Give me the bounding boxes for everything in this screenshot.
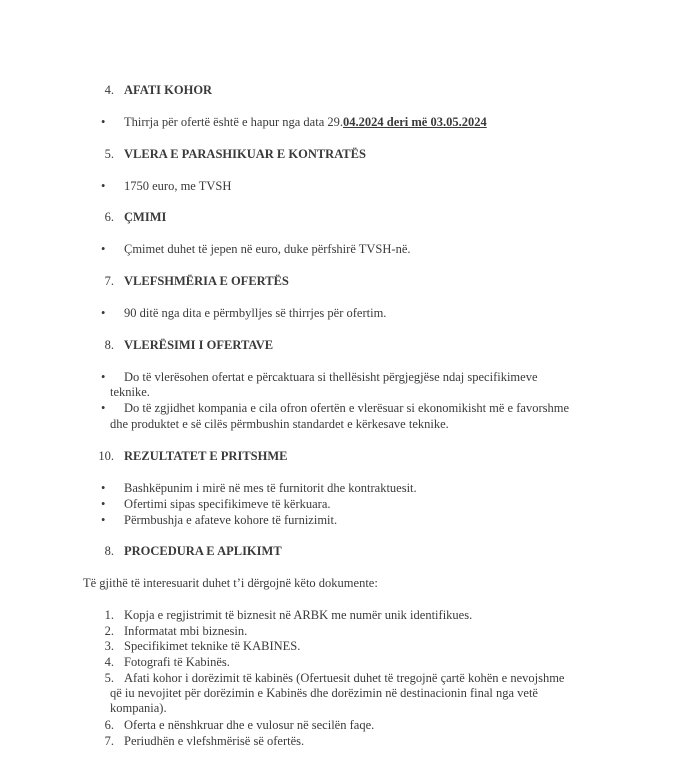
doc-text: Informatat mbi biznesin. bbox=[124, 624, 248, 638]
doc-text: që iu nevojitet për dorëzimin e Kabinës dhe dorëzimin në destinacionin final nga vetë bbox=[110, 686, 538, 700]
bullet-icon: • bbox=[101, 306, 106, 320]
bullet-icon: • bbox=[101, 242, 106, 256]
doc-text: kompania). bbox=[110, 701, 167, 715]
bullet-text: Do të zgjidhet kompania e cila ofron ofertën e vlerësuar si ekonomikisht më e favorshme bbox=[124, 401, 569, 415]
section-number: 4. bbox=[104, 83, 114, 97]
intro-text: Të gjithë të interesuarit duhet t’i dërgojnë këto dokumente: bbox=[83, 576, 378, 590]
doc-text: Kopja e regjistrimit të biznesit në ARBK me numër unik identifikues. bbox=[124, 608, 473, 622]
section-number: 8. bbox=[104, 338, 114, 352]
bullet-icon: • bbox=[101, 401, 106, 415]
doc-text: Afati kohor i dorëzimit të kabinës (Ofertuesit duhet të tregojnë çartë kohën e nevojshme bbox=[124, 671, 565, 685]
section-number: 10. bbox=[98, 449, 114, 463]
section-number: 7. bbox=[104, 274, 114, 288]
doc-text: Specifikimet teknike të KABINES. bbox=[124, 639, 301, 653]
date-range: 04.2024 deri më 03.05.2024 bbox=[343, 115, 487, 129]
bullet-icon: • bbox=[101, 481, 106, 495]
section-title: ÇMIMI bbox=[124, 210, 167, 224]
bullet-text: Përmbushja e afateve kohore të furnizimit. bbox=[124, 513, 338, 527]
bullet-text: dhe produktet e së cilës përmbushin standardet e kërkesave teknike. bbox=[110, 417, 449, 431]
doc-number: 2. bbox=[104, 624, 114, 638]
bullet-icon: • bbox=[101, 179, 106, 193]
bullet-icon: • bbox=[101, 115, 106, 129]
section-title: VLERËSIMI I OFERTAVE bbox=[124, 338, 274, 352]
bullet-text: Ofertimi sipas specifikimeve të kërkuara. bbox=[124, 497, 331, 511]
doc-number: 5. bbox=[104, 671, 114, 685]
section-title: VLEFSHMËRIA E OFERTËS bbox=[124, 274, 289, 288]
section-title: REZULTATET E PRITSHME bbox=[124, 449, 288, 463]
doc-number: 7. bbox=[104, 734, 114, 748]
section-number: 8. bbox=[104, 544, 114, 558]
doc-number: 3. bbox=[104, 639, 114, 653]
bullet-icon: • bbox=[101, 513, 106, 527]
section-title: VLERA E PARASHIKUAR E KONTRATËS bbox=[124, 147, 366, 161]
doc-text: Oferta e nënshkruar dhe e vulosur në secilën faqe. bbox=[124, 718, 375, 732]
doc-number: 4. bbox=[104, 655, 114, 669]
section-title: AFATI KOHOR bbox=[124, 83, 213, 97]
bullet-text: 90 ditë nga dita e përmbylljes së thirrjes për ofertim. bbox=[124, 306, 387, 320]
section-number: 5. bbox=[104, 147, 114, 161]
bullet-text: teknike. bbox=[110, 385, 150, 399]
bullet-text: Thirrja për ofertë është e hapur nga data 29.04.2024 deri më 03.05.2024 bbox=[124, 115, 487, 129]
section-title: PROCEDURA E APLIKIMT bbox=[124, 544, 282, 558]
section-number: 6. bbox=[104, 210, 114, 224]
doc-number: 6. bbox=[104, 718, 114, 732]
bullet-icon: • bbox=[101, 370, 106, 384]
bullet-text: 1750 euro, me TVSH bbox=[124, 179, 232, 193]
doc-text: Fotografi të Kabinës. bbox=[124, 655, 230, 669]
doc-number: 1. bbox=[104, 608, 114, 622]
bullet-icon: • bbox=[101, 497, 106, 511]
bullet-text: Çmimet duhet të jepen në euro, duke përfshirë TVSH-në. bbox=[124, 242, 411, 256]
bullet-text: Do të vlerësohen ofertat e përcaktuara si thellësisht përgjegjëse ndaj specifikimeve bbox=[124, 370, 538, 384]
doc-text: Periudhën e vlefshmërisë së ofertës. bbox=[124, 734, 305, 748]
bullet-text: Bashkëpunim i mirë në mes të furnitorit dhe kontraktuesit. bbox=[124, 481, 417, 495]
